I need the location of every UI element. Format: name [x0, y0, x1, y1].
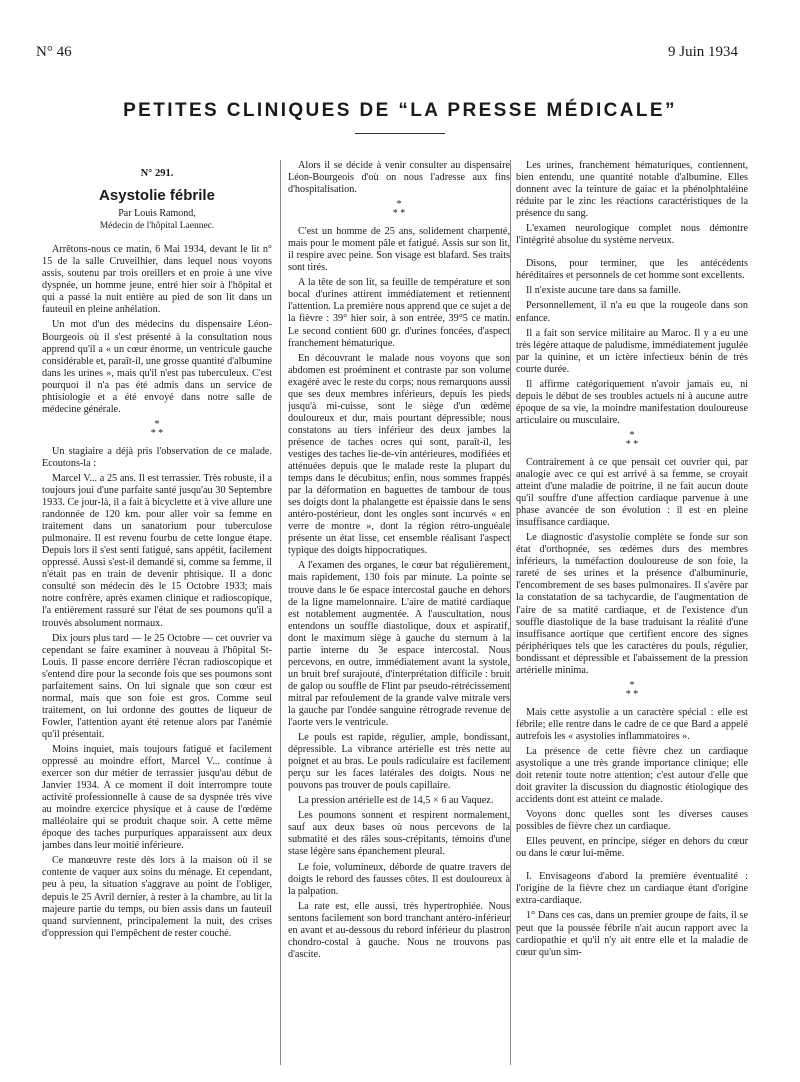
paragraph: Marcel V... a 25 ans. Il est terrassier. Très robuste, il a toujours joui d'une parfaite santé jusqu'au 30 Septembre 1933. Ce jour-là, il a fait à bicyclette et à vive allure une randonnée de 120 km. pour aller voir sa femme en traitement dans un sanatorium pour tuberculose pulmonaire. Il est revenu fourbu de cette longue étape. Depuis lors il s'est senti fatigué, sans appétit, facilement oppressé. Aussi s'est-il demandé si, comme sa femme, il n'était pas en train de devenir phtisique. Il a donc consulté son médecin dès le 15 Octobre 1933; mais notre confrère, après examen clinique et radioscopique, l'a entièrement rassuré sur l'état de ses poumons qu'il a trouvés absolument normaux. [42, 472, 272, 629]
paragraph: Le foie, volumineux, déborde de quatre travers de doigts le rebord des fausses côtes. Il est douloureux à la palpation. [288, 861, 510, 897]
paragraph: Il a fait son service militaire au Maroc. Il y a eu une très légère attaque de paludisme, immédiatement jugulée par la quinine, et un ictère infectieux bénin de très courte durée. [516, 327, 748, 375]
paragraph: A la tête de son lit, sa feuille de température et son bocal d'urines attirent immédiatement et retiennent l'attention. La première nous apprend que ce sujet a de la fièvre : 39° hier soir, à son entrée, 39°5 ce matin. Le second contient 600 gr. d'urines foncées, d'aspect franchement hématurique. [288, 277, 510, 349]
issue-number: N° 46 [36, 44, 72, 60]
paragraph: Un mot d'un des médecins du dispensaire Léon-Bourgeois où il s'est présenté à la consultation nous apprend qu'il a « un cœur énorme, un ventricule gauche considérable et, paraît-il, une grosse quantité d'albumine dans les urines », mais qu'il n'est pas tuberculeux. C'est pourquoi il n'a pas été admis dans un service de phtisiologie et a été envoyé dans notre salle de médecine générale. [42, 319, 272, 415]
paragraph: Personnellement, il n'a eu que la rougeole dans son enfance. [516, 300, 748, 324]
paragraph: Alors il se décide à venir consulter au dispensaire Léon-Bourgeois d'où on nous l'adresse aux fins d'hospitalisation. [288, 160, 510, 196]
page-title: PETITES CLINIQUES DE “LA PRESSE MÉDICALE” [123, 100, 677, 121]
paragraph: La rate est, elle aussi, très hypertrophiée. Nous sentons facilement son bord tranchant antéro-inférieur en avant et au-dessous du rebord inférieur du plastron chondro-costal à gauche. Nous ne trouvons pas d'ascite. [288, 900, 510, 960]
paragraph: A l'examen des organes, le cœur bat régulièrement, mais rapidement, 130 fois par minute. La pointe se trouve dans le 6e espace intercostal gauche en dehors de la ligne mamelonnaire. L'aire de matité cardiaque est notablement augmentée. A l'auscultation, nous entendons un souffle diastolique, doux et aspiratif, dont le maximum siège à gauche du sternum à la partie interne du 3e espace intercostal. Nous percevons, en outre, immédiatement avant la systole, un bruit bref surajouté, d'interprétation difficile : bruit de galop ou souffle de Flint par pseudo-rétrécissement mitral par refoulement de la grande valve mitrale vers la gauche par l'ondée sanguine rétrograde revenue de l'aorte vers le ventricule. [288, 560, 510, 729]
paragraph: La pression artérielle est de 14,5 × 6 au Vaquez. [298, 795, 494, 807]
paragraph: L'examen neurologique complet nous démontre l'intégrité absolue du système nerveux. [516, 223, 748, 247]
paragraph: Mais cette asystolie a un caractère spécial : elle est fébrile; elle rentre dans le cadre de ce que Bard a appelé autrefois les « asystolies inflammatoires ». [516, 706, 748, 742]
paragraph: Les poumons sonnent et respirent normalement, sauf aux deux bases où nous percevons de la submatité et des râles sous-crépitants, témoins d'une stase légère sans épanchement pleural. [288, 810, 510, 858]
paragraph: Le diagnostic d'asystolie complète se fonde sur son état d'orthopnée, ses œdèmes durs des membres inférieurs, la tuméfaction douloureuse de son foie, la rareté de ses urines et la présence d'albuminurie, l'encombrement de ses bases pulmonaires. Il s'avère par la constatation de sa tachycardie, de l'augmentation de l'aire de sa matité cardiaque, et de l'existence d'un souffle diastolique de la base traduisant la réalité d'une insuffisance aortique que certifient encore des signes périphériques tels que les caractères du pouls, régulier, bondissant et dépressible et l'abaissement de la pression artérielle minima. [516, 532, 748, 676]
paragraph: Voyons donc quelles sont les diverses causes possibles de fièvre chez un cardiaque. [516, 809, 748, 833]
article-byline: Par Louis Ramond, [118, 208, 196, 220]
paragraph: 1° Dans ces cas, dans un premier groupe de faits, il se peut que la poussée fébrile n'ait aucun rapport avec la cardiopathie et qu'il n'y ait entre elle et la maladie de cœur qu'un sim- [516, 910, 748, 958]
paragraph: I. Envisageons d'abord la première éventualité : l'origine de la fièvre chez un cardiaque étant d'origine extra-cardiaque. [516, 871, 748, 907]
paragraph: Un stagiaire a déjà pris l'observation de ce malade. Ecoutons-la : [42, 445, 272, 469]
paragraph: Le pouls est rapide, régulier, ample, bondissant, dépressible. La vibrance artérielle est très nette au poignet et au bras. Le pouls radiculaire est facilement perçu sur les faces latérales des doigts. Nous ne pouvons pas trouver de pouls capillaire. [288, 732, 510, 792]
column-3 [516, 160, 748, 1070]
column-divider-1 [280, 160, 281, 1065]
paragraph: Contrairement à ce que pensait cet ouvrier qui, par analogie avec ce qui est arrivé à sa femme, se croyait atteint d'une maladie de poitrine, il ne fait aucun doute qu'il souffre d'une affection cardiaque parvenue à une phase avancée de son évolution : il est en pleine insuffisance cardiaque. [516, 456, 748, 529]
section-separator: * * * [625, 679, 639, 700]
section-separator: * * * [625, 429, 639, 450]
paragraph: En découvrant le malade nous voyons que son abdomen est proéminent et contraste par son volume exagéré avec le reste du corps; nous remarquons aussi que ses deux membres inférieurs, depuis les pieds jusqu'à mi-cuisse, sont le siège d'un œdème douloureux et dur, mais pourtant dépressible; nous constatons au tiers inférieur des deux jambes la présence de taches ocres qui sont, paraît-il, les vestiges des taches lie-de-vin antérieures, modifiées et atténuées depuis que le malade reste la plupart du temps dans le décubitus; enfin, nous sommes frappés par la déformation en baguettes de tambour de tous ses doigts dont la phalangette est épaissie dans le sens antéro-postérieur, dont les ongles sont incurvés « en verre de montre », dont la région rétro-unguéale présente un état lisse, cet ensemble réalisant l'aspect typique des doigts hippocratiques. [288, 352, 510, 557]
issue-date: 9 Juin 1934 [667, 44, 738, 60]
section-separator: * * * [150, 418, 164, 439]
paragraph: La présence de cette fièvre chez un cardiaque asystolique a une très grande importance clinique; elle doit retenir toute notre attention; c'est autour d'elle que doit graviter la discussion du diagnostic étiologique des accidents dont est atteint ce malade. [516, 745, 748, 806]
paragraph: C'est un homme de 25 ans, solidement charpenté, mais pour le moment pâle et fatigué. Assis sur son lit, il respire avec peine. Son visage est blafard. Ses traits sont tirés. [288, 226, 510, 274]
paragraph: Ce manœuvre reste dès lors à la maison où il se contente de vaquer aux soins du ménage. Et cependant, peu à peu, la situation s'aggrave au point de l'obliger, depuis le 25 Avril dernier, à rester à la chambre, au lit la majeure partie du temps, ou bien assis dans un fauteuil quand surviennent, principalement la nuit, des crises d'oppression qui l'empêchent de rester couché. [42, 855, 272, 939]
paragraph: Il affirme catégoriquement n'avoir jamais eu, ni depuis le début de ses troubles actuels ni à aucune autre époque de sa vie, la moindre manifestation douloureuse articulaire ou musculaire. [516, 378, 748, 426]
article-number: N° 291. [140, 168, 174, 179]
paragraph: Les urines, franchement hématuriques, contiennent, bien entendu, une quantité notable d'albumine. Elles donnent avec la teinture de gaiac et la phénolphtaléine réduite par le zinc les réactions caractéristiques de la présence du sang. [516, 160, 748, 220]
column-2 [288, 160, 510, 1070]
article-title: Asystolie fébrile [99, 187, 215, 205]
section-separator: * * * [392, 199, 406, 220]
article-affiliation: Médecin de l'hôpital Laennec. [99, 221, 215, 232]
paragraph: Dix jours plus tard — le 25 Octobre — cet ouvrier va cependant se faire examiner à nouveau à l'hôpital St-Louis. Il passe encore derrière l'écran radioscopique et s'entend dire pour la seconde fois que ses poumons sont parfaitement sains. On lui signale que son cœur est normal, mais que son foie est gros. Comme seul traitement, on lui ordonne des gouttes de liqueur de Fowler, l'attention ayant été retenue alors par l'anémie qu'il présentait. [42, 632, 272, 740]
paragraph: Elles peuvent, en principe, siéger en dehors du cœur ou dans le cœur lui-même. [516, 836, 748, 860]
paragraph: Arrêtons-nous ce matin, 6 Mai 1934, devant le lit n° 15 de la salle Cruveilhier, dans lequel nous voyons assis, soutenu par trois oreillers et en proie à une vive dyspnée, un homme jeune, entré hier soir à l'hôpital et qui a passé la nuit entière au pied de son lit dans un fauteuil en pleine anhélation. [42, 244, 272, 316]
title-divider [355, 133, 445, 134]
paragraph: Moins inquiet, mais toujours fatigué et facilement oppressé au moindre effort, Marcel V... continue à exercer son dur métier de terrassier jusqu'au début de Janvier 1934. A ce moment il doit interrompre toute activité professionnelle à cause de sa dyspnée très vive au moindre exercice physique et à cause de l'œdème malléolaire qui se produit chaque soir. A cette même époque des taches purpuriques apparaissent aux deux jambes dans leur moitié inférieure. [42, 743, 272, 852]
paragraph: Disons, pour terminer, que les antécédents héréditaires et personnels de cet homme sont excellents. [516, 258, 748, 282]
column-divider-2 [510, 160, 511, 1065]
paragraph: Il n'existe aucune tare dans sa famille. [526, 285, 681, 297]
column-1 [42, 160, 272, 1070]
